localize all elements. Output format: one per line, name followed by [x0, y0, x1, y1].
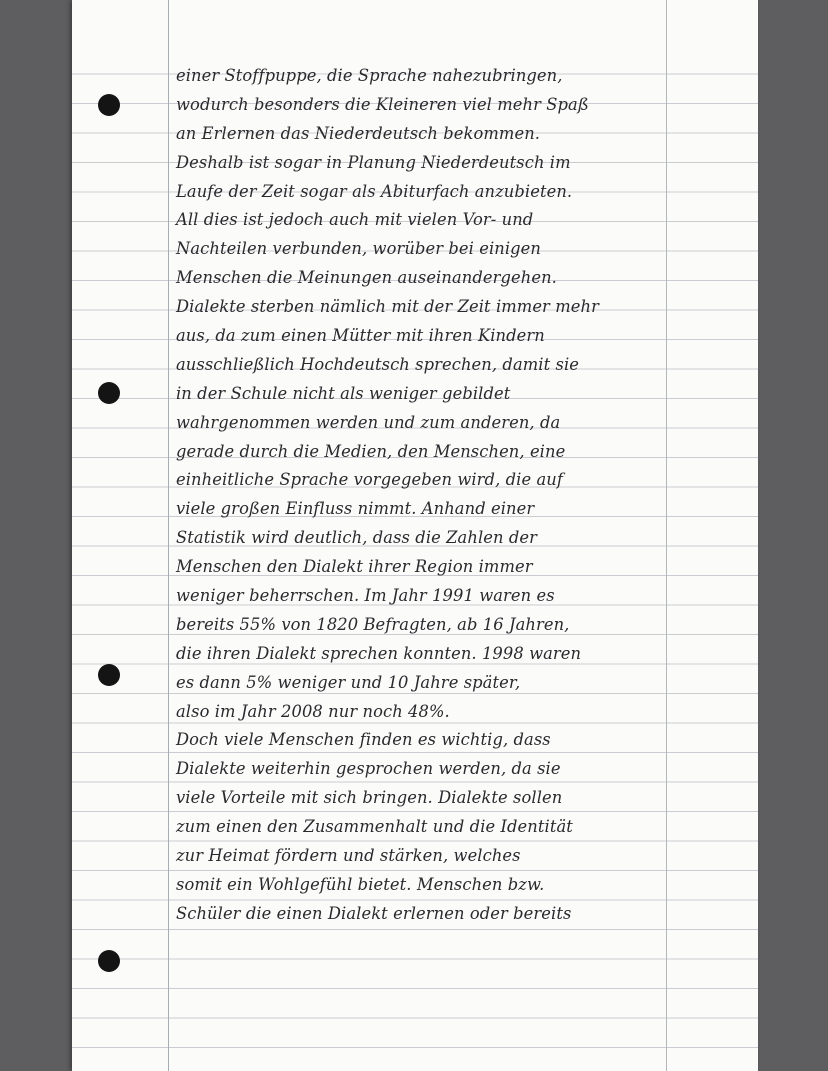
left-margin-line	[168, 0, 169, 1071]
text-line: viele Vorteile mit sich bringen. Dialekte sollen	[176, 788, 563, 808]
text-line: Laufe der Zeit sogar als Abiturfach anzubieten.	[176, 181, 573, 201]
text-line: Dialekte sterben nämlich mit der Zeit immer mehr	[176, 297, 599, 317]
text-line: All dies ist jedoch auch mit vielen Vor- und	[176, 210, 534, 230]
text-line: weniger beherrschen. Im Jahr 1991 waren es	[176, 586, 555, 606]
text-line: Menschen die Meinungen auseinandergehen.	[176, 268, 557, 288]
text-line: Doch viele Menschen finden es wichtig, dass	[176, 730, 551, 750]
text-line: also im Jahr 2008 nur noch 48%.	[176, 701, 450, 721]
text-line: in der Schule nicht als weniger gebildet	[176, 383, 511, 403]
text-line: bereits 55% von 1820 Befragten, ab 16 Jahren,	[176, 614, 570, 634]
punch-hole-4	[98, 950, 120, 972]
punch-hole-2	[98, 382, 120, 404]
text-line: Deshalb ist sogar in Planung Niederdeutsch im	[176, 152, 571, 172]
text-line: an Erlernen das Niederdeutsch bekommen.	[176, 123, 541, 143]
text-line: wahrgenommen werden und zum anderen, da	[176, 412, 561, 432]
text-line: Nachteilen verbunden, worüber bei einigen	[176, 239, 541, 259]
text-line: die ihren Dialekt sprechen konnten. 1998 waren	[176, 643, 582, 663]
text-line: zum einen den Zusammenhalt und die Identität	[176, 817, 573, 837]
text-line: zur Heimat fördern und stärken, welches	[176, 846, 521, 866]
text-line: aus, da zum einen Mütter mit ihren Kindern	[176, 326, 545, 346]
text-line: einheitliche Sprache vorgegeben wird, die auf	[176, 470, 563, 490]
text-line: gerade durch die Medien, den Menschen, eine	[176, 441, 566, 461]
text-line: somit ein Wohlgefühl bietet. Menschen bzw.	[176, 874, 545, 894]
handwritten-text	[176, 62, 676, 929]
text-line: viele großen Einfluss nimmt. Anhand einer	[176, 499, 535, 519]
text-line: es dann 5% weniger und 10 Jahre später,	[176, 672, 521, 692]
text-line: Menschen den Dialekt ihrer Region immer	[176, 557, 533, 577]
text-line: ausschließlich Hochdeutsch sprechen, damit sie	[176, 354, 580, 374]
punch-hole-3	[98, 664, 120, 686]
punch-hole-1	[98, 94, 120, 116]
text-line: Statistik wird deutlich, dass die Zahlen der	[176, 528, 537, 548]
text-line: Schüler die einen Dialekt erlernen oder bereits	[176, 903, 572, 923]
text-line: einer Stoffpuppe, die Sprache nahezubringen,	[176, 66, 563, 85]
text-line: Dialekte weiterhin gesprochen werden, da sie	[176, 759, 561, 779]
text-line: wodurch besonders die Kleineren viel mehr Spaß	[176, 94, 589, 114]
